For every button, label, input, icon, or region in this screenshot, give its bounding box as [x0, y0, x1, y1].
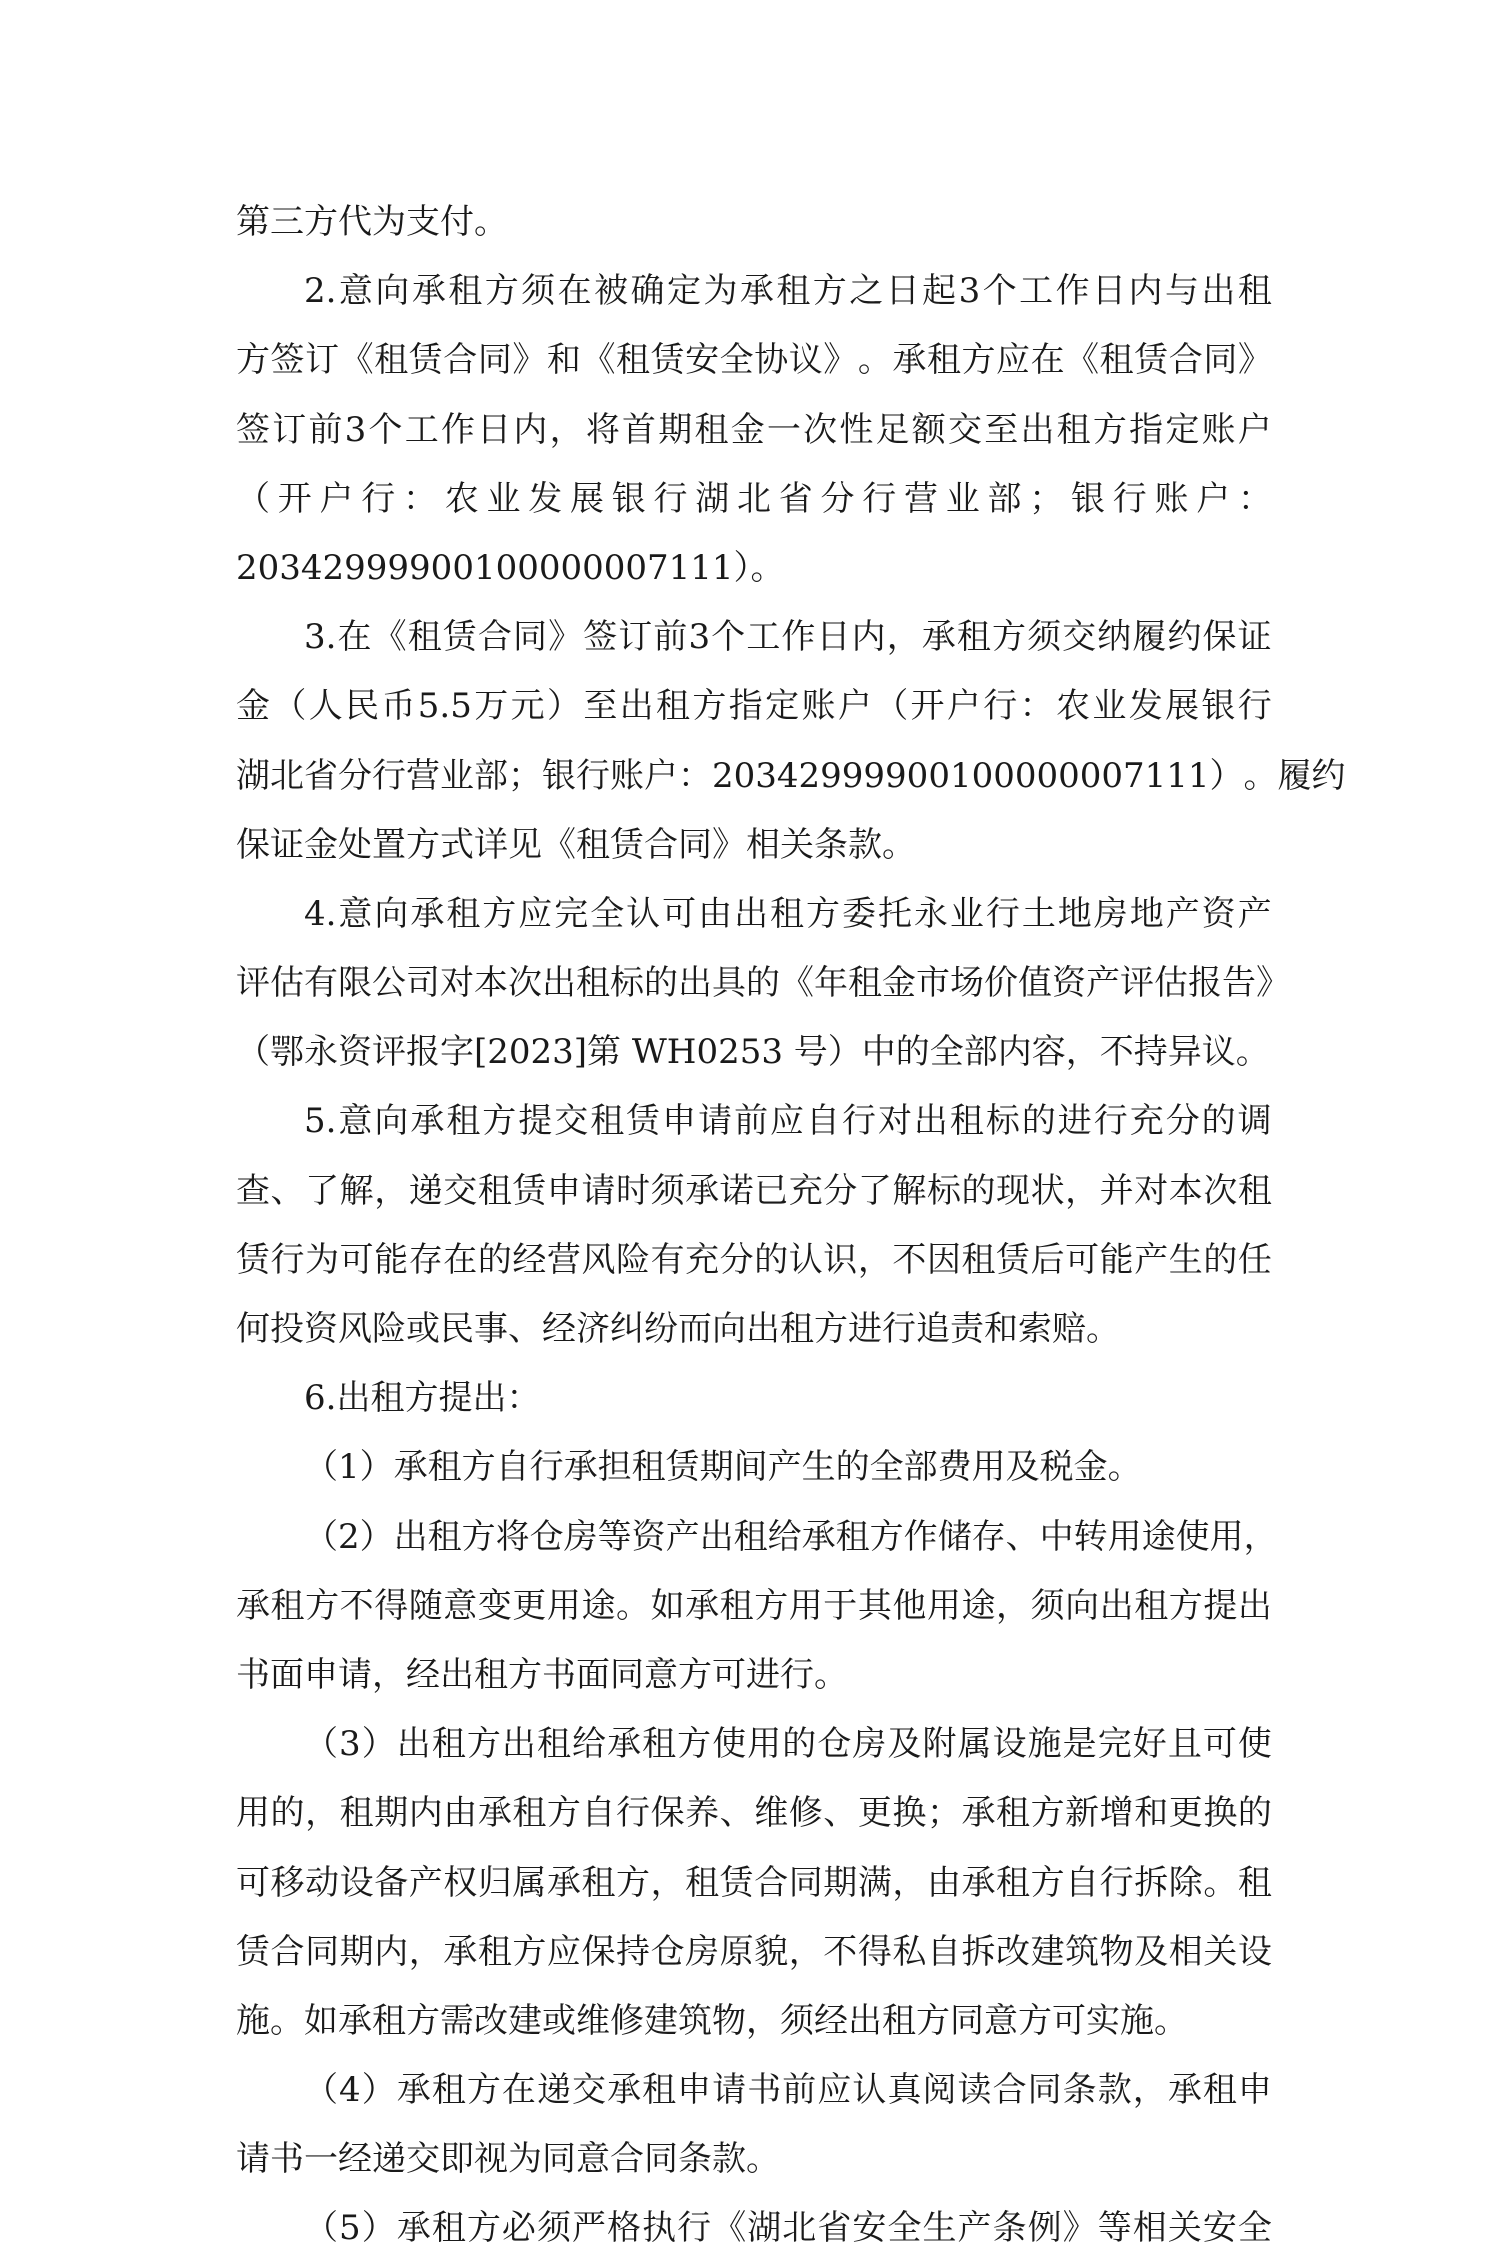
- text-line: 金 （ 人 民 币 5.5 万 元 ） 至 出 租 方 指 定 账 户 （ 开 户 行 ： 农 业 发 展 银 行: [236, 686, 1272, 727]
- text-line: （ 3 ） 出 租 方 出 租 给 承 租 方 使 用 的 仓 房 及 附 属 设 施 是 完 好 且 可 使: [304, 1724, 1272, 1765]
- text-line: 赁 行 为 可 能 存 在 的 经 营 风 险 有 充 分 的 认 识 ， 不 因 租 赁 后 可 能 产 生 的 任: [236, 1239, 1272, 1280]
- text-line: 2. 意 向 承 租 方 须 在 被 确 定 为 承 租 方 之 日 起 3 个 工 作 日 内 与 出 租: [304, 271, 1272, 312]
- text-line: 可 移 动 设 备 产 权 归 属 承 租 方 ， 租 赁 合 同 期 满 ， 由 承 租 方 自 行 拆 除 。 租: [236, 1862, 1272, 1903]
- text-line: 赁 合 同 期 内 ， 承 租 方 应 保 持 仓 房 原 貌 ， 不 得 私 自 拆 改 建 筑 物 及 相 关 设: [236, 1931, 1272, 1972]
- text-line: 保证金处置方式详见《租赁合同》相关条款。: [236, 824, 916, 865]
- text-line: 书面申请，经出租方书面同意方可进行。: [236, 1654, 848, 1695]
- document-page: [236, 188, 1346, 2264]
- text-line: 20342999900100000007111）。: [236, 547, 785, 588]
- text-line: 第三方代为支付。: [236, 202, 508, 242]
- text-line: 施。如承租方需改建或维修建筑物，须经出租方同意方可实施。: [236, 2000, 1188, 2041]
- text-line: （ 4 ） 承 租 方 在 递 交 承 租 申 请 书 前 应 认 真 阅 读 合 同 条 款 ， 承 租 申: [304, 2070, 1272, 2111]
- text-line: 承 租 方 不 得 随 意 变 更 用 途 。 如 承 租 方 用 于 其 他 用 途 ， 须 向 出 租 方 提 出: [236, 1585, 1272, 1626]
- text-line: 请书一经递交即视为同意合同条款。: [236, 2139, 780, 2180]
- text-line: 查 、 了 解 ， 递 交 租 赁 申 请 时 须 承 诺 已 充 分 了 解 标 的 现 状 ， 并 对 本 次 租: [236, 1170, 1272, 1211]
- text-line: （ 开 户 行 ： 农 业 发 展 银 行 湖 北 省 分 行 营 业 部 ； 银 行 账 户 ：: [236, 478, 1272, 519]
- text-line: 方 签 订 《 租 赁 合 同 》 和 《 租 赁 安 全 协 议 》 。 承 租 方 应 在 《 租 赁 合 同 》: [236, 340, 1272, 381]
- text-line: （ 2 ） 出 租 方 将 仓 房 等 资 产 出 租 给 承 租 方 作 储 存 、 中 转 用 途 使 用 ，: [304, 1516, 1278, 1557]
- text-line: 6.出租方提出：: [304, 1378, 541, 1419]
- text-line: 4. 意 向 承 租 方 应 完 全 认 可 由 出 租 方 委 托 永 业 行 土 地 房 地 产 资 产: [304, 893, 1272, 934]
- text-line: 签 订 前 3 个 工 作 日 内 ， 将 首 期 租 金 一 次 性 足 额 交 至 出 租 方 指 定 账 户: [236, 409, 1272, 450]
- text-line: （1）承租方自行承担租赁期间产生的全部费用及税金。: [304, 1447, 1142, 1488]
- text-line: 何投资风险或民事、经济纠纷而向出租方进行追责和索赔。: [236, 1309, 1120, 1349]
- text-line: 3. 在 《 租 赁 合 同 》 签 订 前 3 个 工 作 日 内 ， 承 租 方 须 交 纳 履 约 保 证: [304, 617, 1272, 658]
- text-line: （ 5 ） 承 租 方 必 须 严 格 执 行 《 湖 北 省 安 全 生 产 条 例 》 等 相 关 安 全: [304, 2208, 1272, 2249]
- text-line: （鄂永资评报字[2023]第 WH0253 号）中的全部内容，不持异议。: [236, 1032, 1270, 1073]
- text-line: 5. 意 向 承 租 方 提 交 租 赁 申 请 前 应 自 行 对 出 租 标 的 进 行 充 分 的 调: [304, 1101, 1272, 1142]
- text-line: 湖 北 省 分 行 营 业 部 ； 银 行 账 户 ： 20342999900100000007111 ） 。 履 约: [236, 755, 1346, 796]
- text-line: 用 的 ， 租 期 内 由 承 租 方 自 行 保 养 、 维 修 、 更 换 ； 承 租 方 新 增 和 更 换 的: [236, 1793, 1272, 1834]
- text-line: 评 估 有 限 公 司 对 本 次 出 租 标 的 出 具 的 《 年 租 金 市 场 价 值 资 产 评 估 报 告 》: [236, 963, 1290, 1004]
